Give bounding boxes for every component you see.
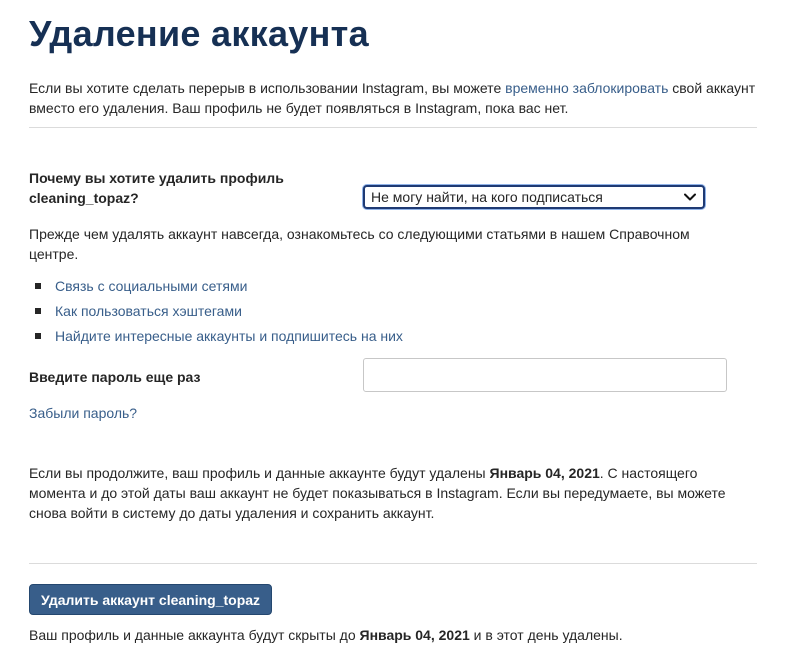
help-article-link[interactable]: Связь с социальными сетями xyxy=(55,277,248,294)
intro-text-end: свой аккаунт вместо его удаления. Ваш профиль не будет появляться в Instagram, пока вас нет. xyxy=(29,80,756,116)
help-text: Прежде чем удалять аккаунт навсегда, ознакомьтесь со следующими статьями в нашем Справочном центре. xyxy=(29,226,690,262)
final-note-end: и в этот день удалены. xyxy=(469,627,623,643)
final-note xyxy=(29,625,757,645)
reason-label: Почему вы хотите удалить профиль cleaning_topaz? xyxy=(29,170,284,206)
temporarily-disable-link[interactable]: временно заблокировать xyxy=(505,80,669,96)
chevron-down-icon xyxy=(683,190,697,204)
delete-account-button[interactable]: Удалить аккаунт cleaning_topaz xyxy=(29,584,272,615)
notice-text-start: Если вы продолжите, ваш профиль и данные аккаунте будут удалены xyxy=(29,465,490,481)
list-item xyxy=(29,323,403,348)
help-article-link[interactable]: Найдите интересные аккаунты и подпишитесь на них xyxy=(55,327,403,344)
intro-text xyxy=(29,78,757,118)
help-articles-list xyxy=(29,273,403,348)
password-label: Введите пароль еще раз xyxy=(29,369,201,385)
bullet xyxy=(35,308,41,314)
divider xyxy=(29,563,757,564)
help-article-link[interactable]: Как пользоваться хэштегами xyxy=(55,302,242,319)
list-item xyxy=(29,273,403,298)
notice-text-end: . С настоящего момента и до этой даты ваш аккаунт не будет показываться в Instagram. Если вы передумаете, вы можете снова войти в систему до даты удаления и сохранить аккаунт. xyxy=(29,465,726,521)
page-title: Удаление аккаунта xyxy=(29,13,369,54)
list-item xyxy=(29,298,403,323)
bullet xyxy=(35,333,41,339)
divider xyxy=(29,127,757,128)
bullet xyxy=(35,283,41,289)
deletion-notice xyxy=(29,463,757,523)
forgot-password-link[interactable]: Забыли пароль? xyxy=(29,405,138,421)
reason-select[interactable] xyxy=(363,185,705,209)
intro-text-start: Если вы хотите сделать перерыв в использовании Instagram, вы можете xyxy=(29,80,506,96)
deletion-date: Январь 04, 2021 xyxy=(489,465,600,481)
password-input[interactable] xyxy=(363,358,727,392)
reason-select-value: Не могу найти, на кого подписаться xyxy=(371,189,603,205)
final-note-start: Ваш профиль и данные аккаунта будут скрыты до xyxy=(29,627,360,643)
final-deletion-date: Январь 04, 2021 xyxy=(359,627,470,643)
